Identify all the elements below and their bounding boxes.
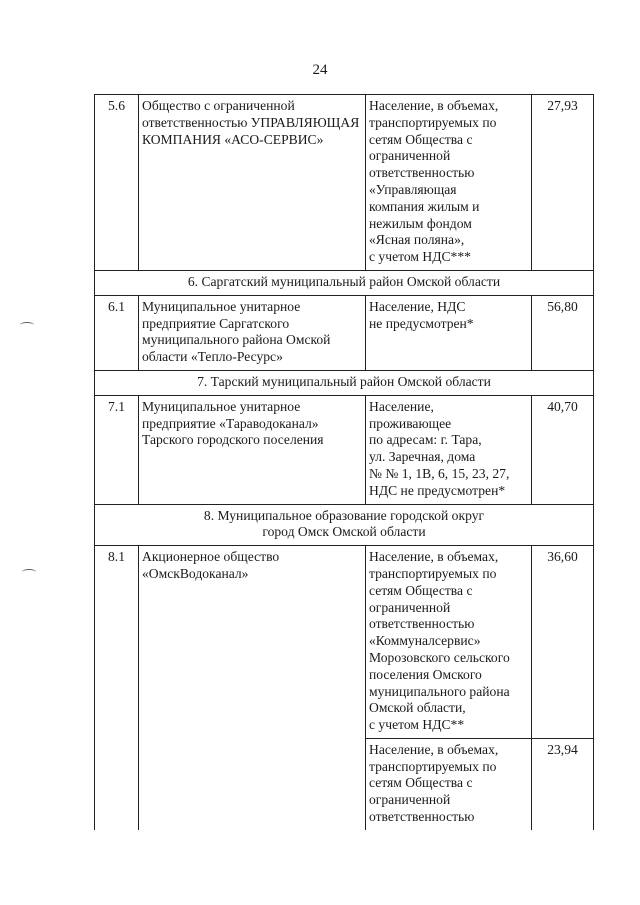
consumer-line: Население, в объемах, (369, 549, 499, 565)
section-title (95, 504, 594, 546)
tariff-value: 27,93 (532, 95, 594, 271)
section-title-line: 8. Муниципальное образование городской округ (203, 507, 485, 523)
consumer-line: ограниченной (369, 599, 451, 615)
consumer-line: нежилым фондом (369, 215, 472, 231)
consumer-line: компания жилым и (369, 198, 480, 214)
table-row (95, 546, 594, 739)
table-row (95, 95, 594, 271)
section-title (95, 270, 594, 295)
tariff-value: 36,60 (532, 546, 594, 739)
consumer-line: Омской области, (369, 700, 466, 716)
section-title-line: город Омск Омской области (262, 524, 426, 540)
consumer-line: «Коммуналсервис» (369, 633, 481, 649)
consumer-line: с учетом НДС*** (369, 249, 471, 265)
section-row (95, 504, 594, 546)
consumer-line: транспортируемых по (369, 565, 497, 581)
page-number: 24 (312, 62, 328, 78)
consumer-line: ответственностью (369, 616, 475, 632)
margin-mark-2 (22, 569, 36, 575)
consumer-line: ограниченной (369, 792, 451, 808)
item-number: 5.6 (95, 95, 139, 271)
section-title-line: 6. Саргатский муниципальный район Омской области (187, 273, 501, 289)
consumer-line: ограниченной (369, 148, 451, 164)
consumer-line: ответственностью (369, 809, 475, 825)
consumer-line: Население, НДС (369, 298, 466, 314)
consumer-line: поселения Омского (369, 666, 482, 682)
consumer-line: проживающее (369, 415, 452, 431)
section-row (95, 270, 594, 295)
tariff-value: 23,94 (532, 738, 594, 829)
consumer-category (366, 546, 532, 739)
consumer-line: транспортируемых по (369, 758, 497, 774)
consumer-line: «Ясная поляна», (369, 232, 465, 248)
consumer-line: Население, в объемах, (369, 741, 499, 757)
consumer-line: с учетом НДС** (369, 717, 465, 733)
tariff-value: 56,80 (532, 295, 594, 370)
consumer-line: № № 1, 1В, 6, 15, 23, 27, (369, 465, 510, 481)
consumer-line: сетям Общества с (369, 582, 473, 598)
organization-name: Акционерное общество «ОмскВодоканал» (139, 546, 366, 830)
consumer-category (366, 295, 532, 370)
consumer-line: сетям Общества с (369, 775, 473, 791)
consumer-line: ул. Заречная, дома (369, 449, 476, 465)
tariff-value: 40,70 (532, 395, 594, 504)
item-number: 7.1 (95, 395, 139, 504)
table-row (95, 395, 594, 504)
consumer-line: муниципального района (369, 683, 510, 699)
section-title (95, 370, 594, 395)
consumer-line: Население, (369, 398, 434, 414)
consumer-category (366, 395, 532, 504)
section-row (95, 370, 594, 395)
consumer-line: Население, в объемах, (369, 98, 499, 113)
margin-mark-1 (20, 322, 34, 328)
consumer-line: сетям Общества с (369, 131, 473, 147)
consumer-line: ответственностью (369, 165, 475, 181)
organization-name: Муниципальное унитарное предприятие Саргатского муниципального района Омской области «Тепло-Ресурс» (139, 295, 366, 370)
organization-name: Муниципальное унитарное предприятие «Тараводоканал» Тарского городского поселения (139, 395, 366, 504)
section-title-line: 7. Тарский муниципальный район Омской области (197, 373, 491, 389)
consumer-line: «Управляющая (369, 181, 457, 197)
consumer-category (366, 95, 532, 271)
item-number: 8.1 (95, 546, 139, 830)
consumer-line: транспортируемых по (369, 114, 497, 130)
consumer-line: не предусмотрен* (369, 315, 474, 331)
consumer-line: Морозовского сельского (369, 649, 510, 665)
consumer-line: по адресам: г. Тара, (369, 432, 482, 448)
consumer-category (366, 738, 532, 829)
item-number: 6.1 (95, 295, 139, 370)
organization-name: Общество с ограниченной ответственностью УПРАВЛЯЮЩАЯ КОМПАНИЯ «АСО-СЕРВИС» (139, 95, 366, 271)
tariff-table (94, 94, 594, 830)
consumer-line: НДС не предусмотрен* (369, 482, 506, 498)
table-row (95, 295, 594, 370)
